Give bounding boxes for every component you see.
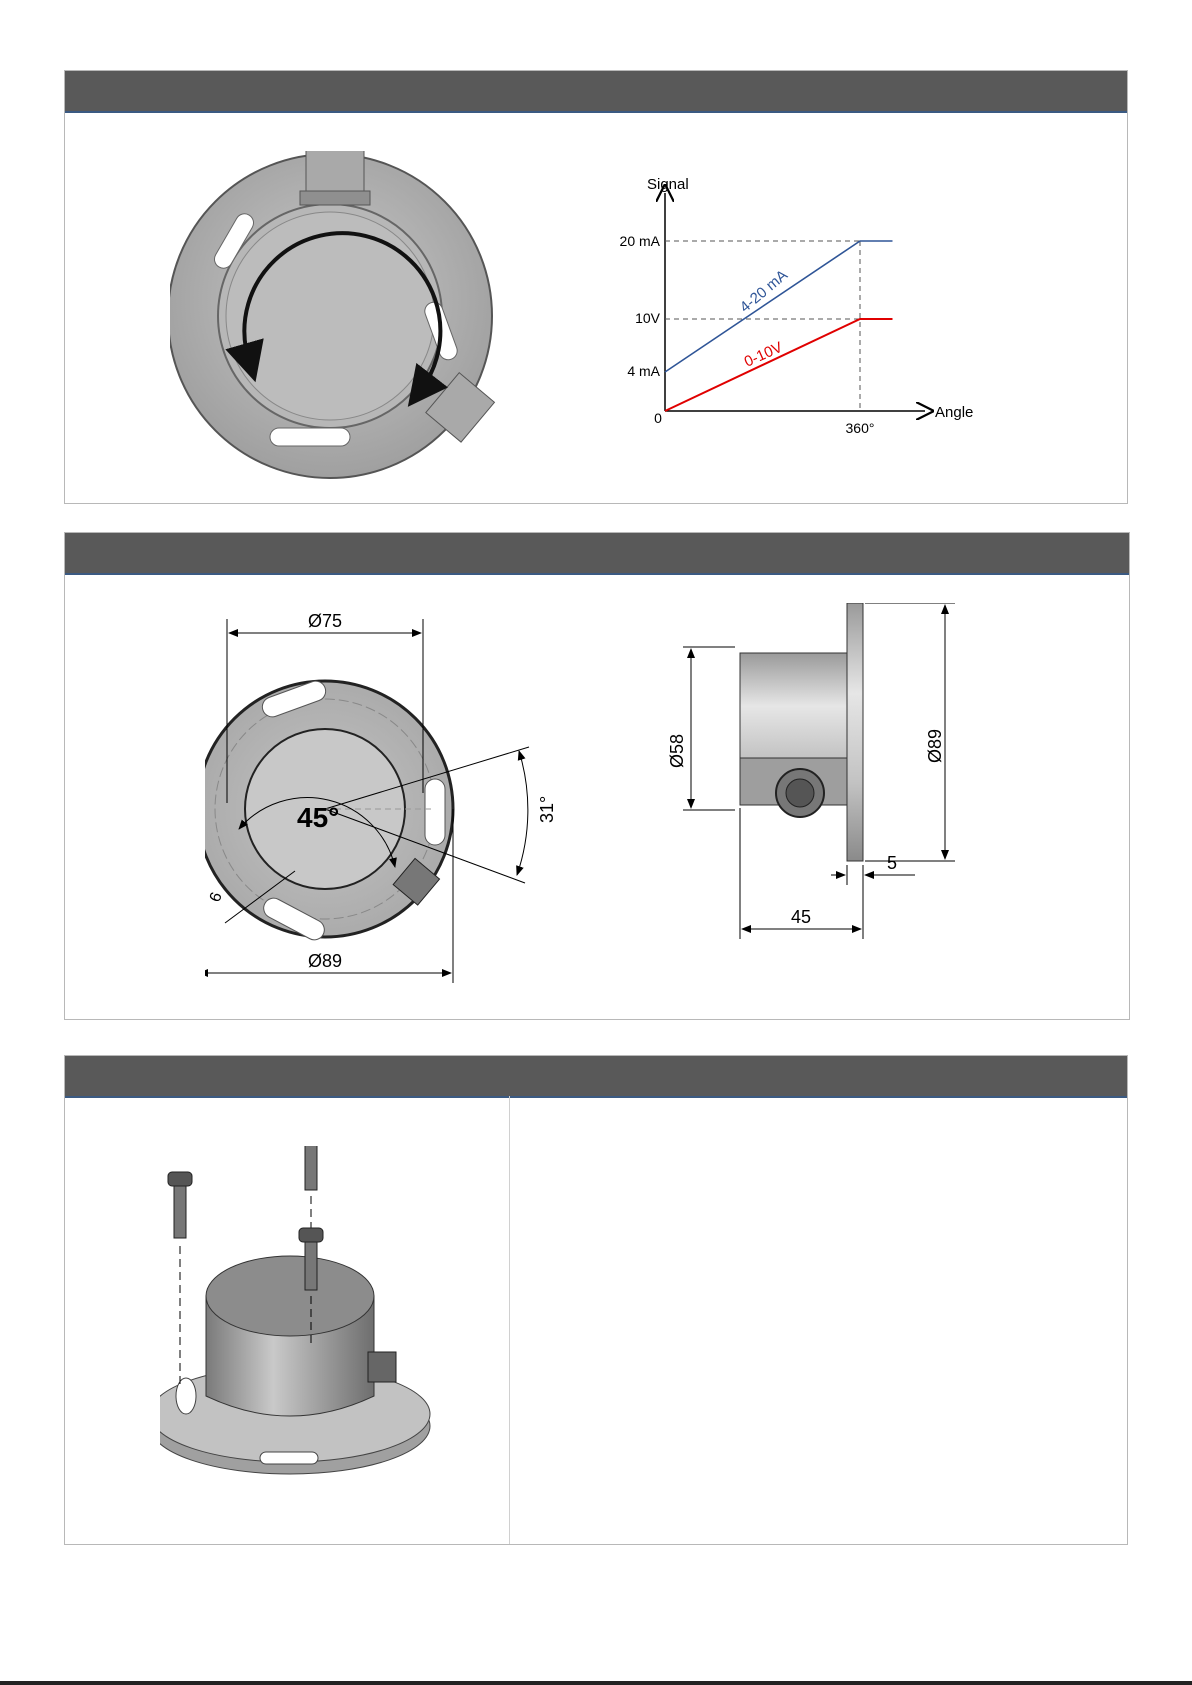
series-line-0-10v — [665, 319, 893, 411]
section-header — [65, 533, 1129, 575]
x-tick-label: 360° — [845, 420, 875, 436]
mounting-illustration — [160, 1146, 460, 1506]
y-tick-label: 20 mA — [619, 233, 660, 249]
section-header — [65, 71, 1127, 113]
front-view-drawing — [205, 603, 625, 1003]
section-header — [65, 1056, 1127, 1098]
outer-diameter-label: Ø89 — [307, 951, 343, 971]
x-tick-label: 0 — [654, 410, 662, 426]
series-label-4-20ma: 4-20 mA — [736, 266, 792, 317]
signal-chart — [605, 171, 1055, 441]
screw-icon — [299, 1146, 323, 1190]
signal-output-panel — [64, 70, 1128, 504]
dimensions-panel — [64, 532, 1130, 1020]
flange-thickness-label: 5 — [887, 853, 898, 873]
rotation-angle-label: 45° — [297, 802, 340, 833]
sensor-rotation-illustration — [170, 151, 500, 481]
series-label-0-10v: 0-10V — [741, 338, 786, 371]
y-tick-label: 4 mA — [627, 363, 660, 379]
y-tick-label: 10V — [635, 310, 660, 326]
x-axis-label: Angle — [935, 404, 974, 421]
inner-diameter-label: Ø75 — [307, 611, 343, 631]
page-bottom-rule — [0, 1681, 1192, 1685]
body-diameter-label: Ø58 — [667, 733, 687, 768]
column-divider — [509, 1096, 510, 1544]
slot-width-label: 6 — [206, 890, 226, 905]
flange-diameter-label: Ø89 — [925, 728, 945, 763]
screw-icon — [168, 1172, 192, 1238]
depth-label: 45 — [790, 907, 812, 927]
side-view-drawing — [625, 603, 1045, 1013]
slot-angle-label: 31° — [537, 795, 557, 823]
mounting-panel — [64, 1055, 1128, 1545]
y-axis-label: Signal — [647, 176, 689, 193]
